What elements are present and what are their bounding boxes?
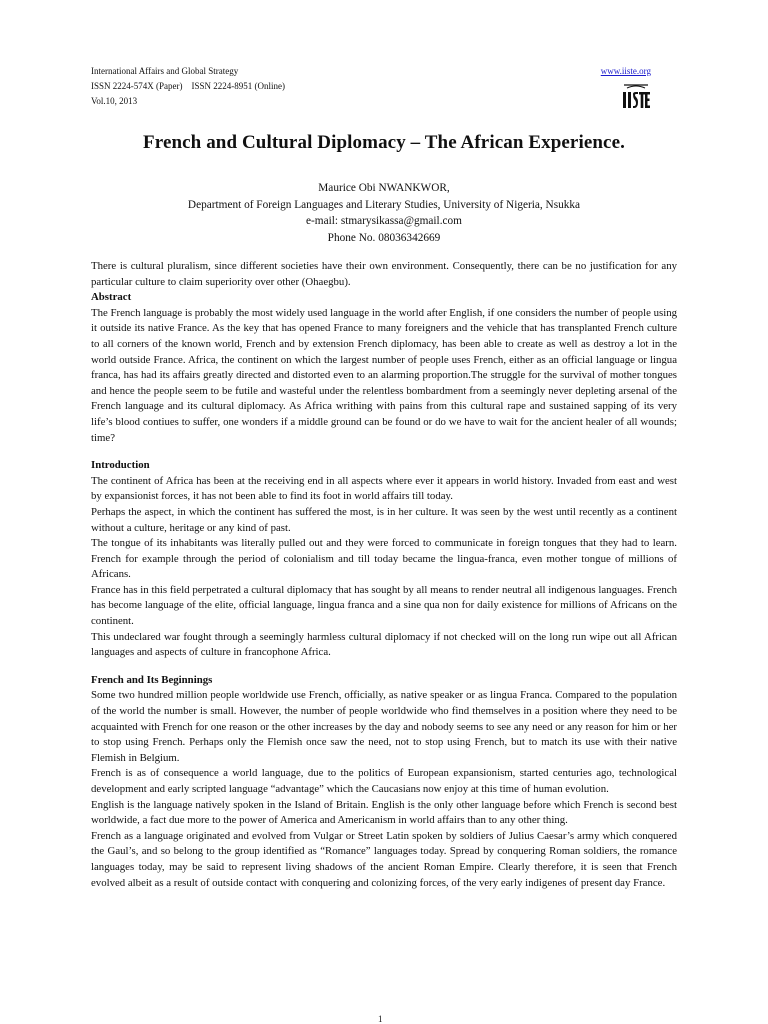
volume-line: Vol.10, 2013 [91,96,138,106]
journal-header [91,64,651,109]
paragraph: Some two hundred million people worldwide use French, officially, as native speaker or as lingua Franca. Compared to the population of the world the number is small. However, the number of people worldwide who find themselves in a position where they need to be acquainted with French for one reason or the other increases by the day and nobody seems to see any need or any reason for him or her to stop using French. Perhaps only the Flemish once saw the need, not to stop using French, but to match its use with their native Flemish in Belgium. [91,689,677,764]
paragraph: The continent of Africa has been at the receiving end in all aspects where ever it appears in world history. Invaded from east and west by expansionist forces, it has not been able to find its foot in world affairs till today. [91,474,677,503]
author-block [91,180,677,246]
journal-url-link[interactable]: www.iiste.org [600,66,651,76]
author-name: Maurice Obi NWANKWOR, [318,182,450,194]
paragraph: English is the language natively spoken in the Island of Britain. English is the only other language before which French is second best worldwide, a fact due more to the power of America and Americanism in world affairs than to any other thing. [91,798,677,827]
page-number: 1 [378,1014,383,1024]
author-affiliation: Department of Foreign Languages and Literary Studies, University of Nigeria, Nsukka [187,198,581,211]
author-phone: Phone No. 08036342669 [327,231,441,244]
journal-name: International Affairs and Global Strategy [91,66,239,76]
author-email: e-mail: stmarysikassa@gmail.com [306,215,462,227]
abstract-heading: Abstract [91,291,132,304]
issn-line: ISSN 2224-574X (Paper) ISSN 2224-8951 (Online) [91,81,285,91]
paragraph: France has in this field perpetrated a cultural diplomacy that has sought by all means to render neutral all indigenous languages. French has become language of the elite, official language, lingua franca and a sine qua non for daily existence for millions of Africans on the continent. [91,583,677,628]
paragraph: French as a language originated and evolved from Vulgar or Street Latin spoken by soldiers of Julius Caesar’s army which conquered the Gaul’s, and so belong to the group identified as “Romance” languages today. Spread by conquering Roman soldiers, the romance languages today, may be said to represent living shadows of the ancient Roman Empire. Clearly therefore, it is seen that French evolved albeit as a result of outside contact with conquering and colonizing forces, of the very early indigenes of present day France. [91,829,677,889]
paragraph: French is as of consequence a world language, due to the politics of European expansionism, started centuries ago, technological development and early scripted language “advantage” which the Caucasians now enjoy at this time of human evolution. [91,767,677,795]
paragraph: Perhaps the aspect, in which the continent has suffered the most, is in her culture. It was seen by the west until recently as a continent without a culture, heritage or any kind of past. [91,505,677,534]
paragraph: The tongue of its inhabitants was literally pulled out and they were forced to communicate in foreign tongues that they had to learn. French for example through the period of colonialism and till today became the lingua-franca, even mother tongue of millions of Africans. [91,537,677,581]
iiste-logo-icon [621,84,651,110]
introduction-heading: Introduction [91,459,150,472]
paragraph: This undeclared war fought through a seemingly harmless cultural diplomacy if not checked will on the long run wipe out all African languages and aspects of culture in francophone Africa. [91,630,677,659]
beginnings-heading: French and Its Beginnings [91,673,213,686]
epigraph: There is cultural pluralism, since different societies have their own environment. Consequently, there can be no justification for any particular culture to claim superiority over other (Ohaegbu). [91,260,677,288]
abstract-text: The French language is probably the most widely used language in the world after English, if one considers the number of people using it outside its native France. As the key that has opened France to many foreigners and the vehicle that has transplanted French culture to all corners of the known world, French and by extension French diplomacy, has been able to create as well as destroy a lot in the world outside France. Africa, the continent on which the largest number of people uses French, either as an official language or lingua franca, has had its affairs greatly directed and distorted even to an alarming proportion.The struggle for the survival of mother tongues and hence the people seem to be futile and wasteful under the relentless bombardment from a seemingly never depleting arsenal of the French language and its cultural diplomacy. As Africa writhing with pains from this cultural rape and sustained sapping of its very life’s blood contiues to suffer, one wonders if a middle ground can be found or do we have to wait for the ancient healer of all wounds; time? [91,306,677,444]
paper-title: French and Cultural Diplomacy – The African Experience. [143,132,625,153]
paper-body [91,259,677,891]
